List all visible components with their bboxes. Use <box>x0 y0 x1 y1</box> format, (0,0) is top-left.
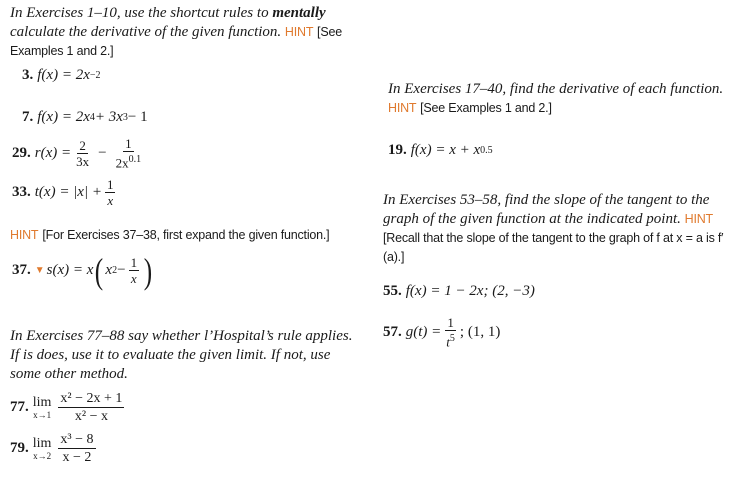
exercise-79 <box>10 431 99 466</box>
fraction <box>129 255 140 286</box>
exercise-number: 7. <box>22 109 34 125</box>
exercise-number: 3. <box>22 67 34 83</box>
term: − 1 <box>127 109 148 125</box>
triangle-marker-icon: ▼ <box>34 265 45 276</box>
lhs: g(t) = <box>405 323 442 340</box>
intro-exercises-77-88 <box>10 327 355 384</box>
hint-reference: [For Exercises 37–38, first expand the given function.] <box>42 228 330 242</box>
exponent: 0.1 <box>128 154 142 165</box>
exponent: 5 <box>449 333 455 344</box>
exercise-number: 79. <box>10 440 29 456</box>
numerator: 1 <box>125 136 132 151</box>
exercise-55 <box>383 283 535 300</box>
exercise-number: 29. <box>12 144 31 161</box>
denominator: 3x <box>76 153 90 169</box>
left-paren: ( <box>95 250 104 291</box>
exercise-7 <box>22 109 148 126</box>
lhs: t(x) = |x| + <box>34 184 102 200</box>
lhs: r(x) = <box>34 144 72 161</box>
exercise-57 <box>383 315 500 349</box>
denominator-base: t <box>446 334 450 350</box>
exponent: 4 <box>89 112 95 123</box>
hint-exercises-37-38 <box>10 226 329 244</box>
exercise-77 <box>10 390 127 425</box>
denominator <box>114 152 144 170</box>
intro-bold: mentally <box>272 5 326 21</box>
fraction <box>58 431 95 466</box>
fraction <box>105 177 116 208</box>
hint-reference: [See Examples 1 and 2.] <box>10 25 342 58</box>
exercise-number: 55. <box>383 283 402 299</box>
term: + 3x <box>94 109 123 125</box>
exercise-expression: f(x) = 2x <box>37 67 90 83</box>
intro-text-rest: calculate the derivative of the given function. <box>10 24 285 40</box>
fraction <box>58 390 124 425</box>
denominator <box>444 331 457 349</box>
denominator: x <box>107 193 114 208</box>
exercise-3 <box>22 67 101 84</box>
denominator: x − 2 <box>62 450 92 465</box>
exercise-number: 37. <box>12 262 31 278</box>
exponent: 0.5 <box>480 145 493 156</box>
hint-label: HINT <box>388 101 417 115</box>
intro-exercises-1-10 <box>10 4 370 61</box>
numerator: x³ − 8 <box>60 432 94 447</box>
limit-operator <box>33 437 52 461</box>
exercise-number: 19. <box>388 142 407 158</box>
lim-word: lim <box>32 435 52 451</box>
exercise-29 <box>12 136 146 170</box>
numerator: 1 <box>447 315 454 330</box>
hint-reference: [Recall that the slope of the tangent to the graph of f at x = a is f′(a).] <box>383 231 724 264</box>
operator: − <box>98 144 107 161</box>
numerator: 2 <box>79 137 86 153</box>
exercise-number: 57. <box>383 323 402 340</box>
intro-exercises-53-58 <box>383 191 741 267</box>
point: ; (1, 1) <box>459 323 501 340</box>
fraction <box>444 315 457 349</box>
exponent: −2 <box>89 70 101 81</box>
exercise-19 <box>388 142 493 159</box>
exercise-number: 77. <box>10 399 29 415</box>
lim-subscript: x→2 <box>33 450 52 461</box>
intro-exercises-17-40 <box>388 80 728 118</box>
intro-text: In Exercises 1–10, use the shortcut rules to <box>10 5 273 21</box>
exercise-number: 33. <box>12 184 31 200</box>
operator: − <box>117 262 126 278</box>
denominator-base: 2x <box>115 155 129 171</box>
exercise-expression: f(x) = x + x <box>410 142 481 158</box>
right-paren: ) <box>143 250 153 291</box>
denominator: x² − x <box>74 409 108 424</box>
limit-operator <box>33 396 52 420</box>
term: x <box>105 262 113 278</box>
exponent: 3 <box>122 112 128 123</box>
intro-text: In Exercises 53–58, find the slope of the tangent to the graph of the given function at the indicated point. <box>383 192 710 227</box>
numerator: 1 <box>106 177 114 192</box>
exercise-37 <box>12 250 154 291</box>
lim-subscript: x→1 <box>33 409 52 420</box>
hint-reference: [See Examples 1 and 2.] <box>420 101 552 115</box>
exercise-expression: f(x) = 1 − 2x; (2, −3) <box>405 283 535 299</box>
exponent: 2 <box>112 265 118 276</box>
lim-word: lim <box>32 394 52 410</box>
denominator: x <box>130 271 137 286</box>
intro-text: In Exercises 17–40, find the derivative of each function. <box>388 81 724 97</box>
term: f(x) = 2x <box>37 109 90 125</box>
exercise-33 <box>12 177 118 208</box>
numerator: 1 <box>130 255 138 270</box>
fraction <box>74 138 91 169</box>
hint-label: HINT <box>284 25 314 39</box>
lhs: s(x) = x <box>46 262 94 278</box>
fraction <box>114 136 144 170</box>
hint-label: HINT <box>684 212 713 226</box>
intro-text: In Exercises 77–88 say whether l’Hospital’s rule applies. If is does, use it to evaluate the given limit. If not, use some other method. <box>10 328 353 382</box>
numerator: x² − 2x + 1 <box>60 391 123 406</box>
hint-label: HINT <box>10 228 39 242</box>
